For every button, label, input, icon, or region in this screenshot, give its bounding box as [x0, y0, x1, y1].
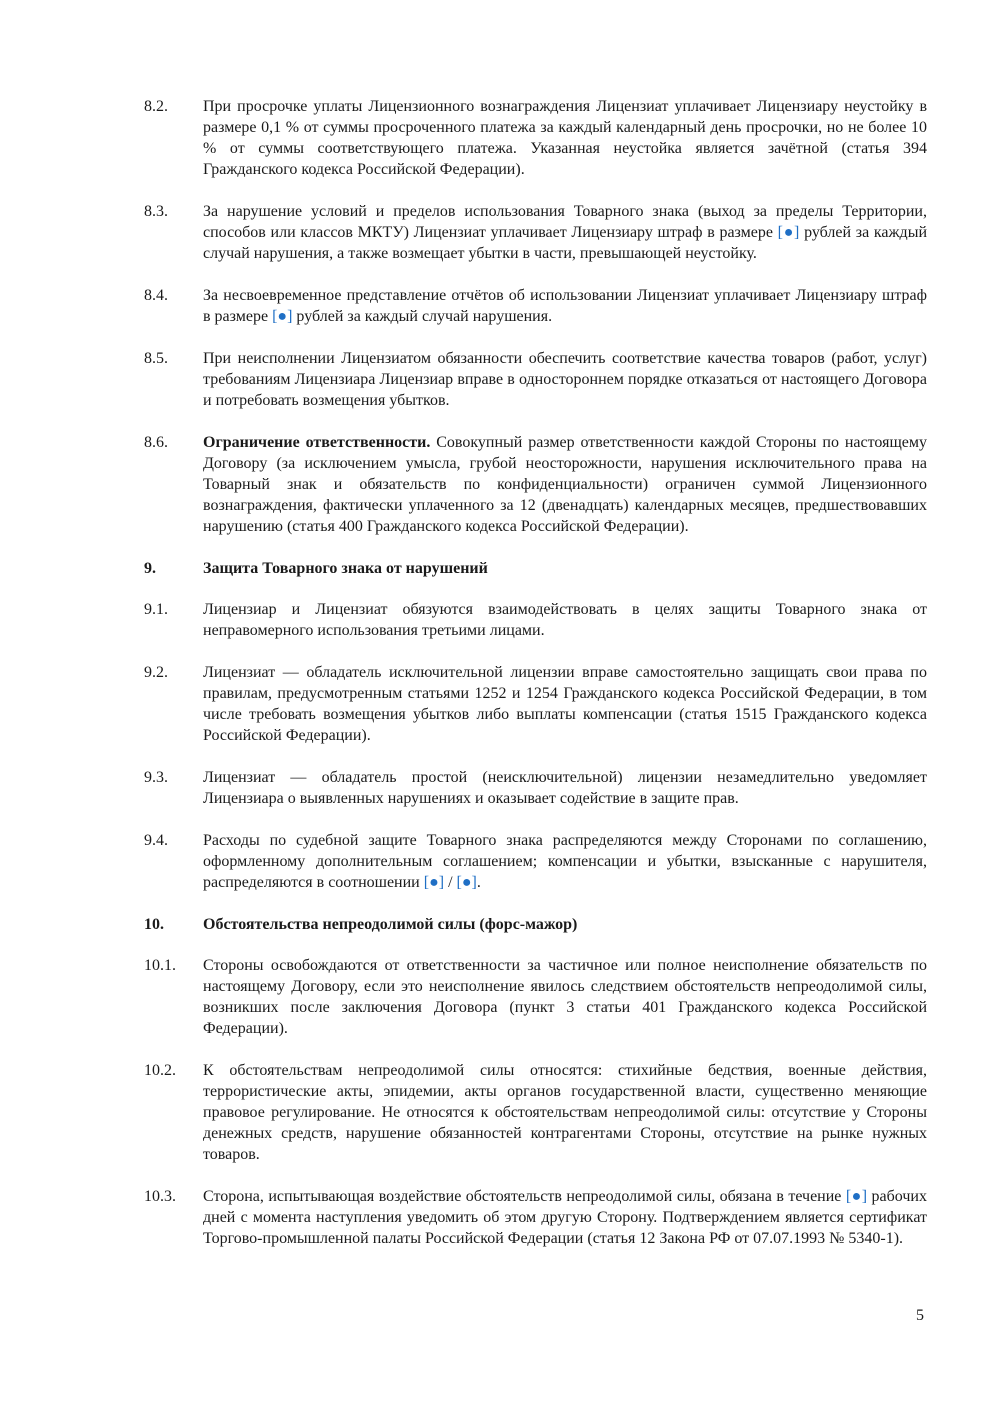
section-title: Обстоятельства непреодолимой силы (форс-мажор) [203, 916, 578, 933]
clause-number: 8.4. [144, 287, 168, 304]
clause-number: 9.2. [144, 664, 168, 681]
clause-number: 8.3. [144, 203, 168, 220]
clause-number: 9.1. [144, 601, 168, 618]
clause-number: 8.2. [144, 98, 168, 115]
clause-number: 9.3. [144, 769, 168, 786]
clause-number: 10.1. [144, 957, 176, 974]
section-number: 10. [144, 916, 164, 933]
section-10-heading [144, 914, 927, 935]
clause-text: Сторона, испытывающая воздействие обстоятельств непреодолимой силы, обязана в течение [●] рабочих дней с момента наступления уведомить об этом другую Сторону. Подтверждением является сертификат Торгово-промышленной палаты Российской Федерации (статья 12 Закона РФ от 07.07.1993 № 5340-1). [203, 1188, 927, 1247]
clause-text: Лицензиат — обладатель простой (неисключительной) лицензии незамедлительно уведомляет Лицензиара о выявленных нарушениях и оказывает содействие в защите прав. [203, 769, 927, 807]
section-title: Защита Товарного знака от нарушений [203, 560, 488, 577]
placeholder-field: [●] [423, 874, 445, 891]
clause-text: Ограничение ответственности. Совокупный размер ответственности каждой Стороны по настоящему Договору (за исключением умысла, грубой неосторожности, нарушения исключительного права на Товарный знак и обязательств по конфиденциальности) ограничен суммой Лицензионного вознаграждения, фактически уплаченного за 12 (двенадцать) календарных месяцев, предшествовавших нарушению (статья 400 Гражданского кодекса Российской Федерации). [203, 434, 928, 535]
clause-text: При неисполнении Лицензиатом обязанности обеспечить соответствие качества товаров (работ, услуг) требованиям Лицензиара Лицензиар вправе в одностороннем порядке отказаться от настоящего Договора и потребовать возмещения убытков. [203, 350, 927, 409]
clause-text: За нарушение условий и пределов использования Товарного знака (выход за пределы Территории, способов или классов МКТУ) Лицензиат уплачивает Лицензиару штраф в размере [●] рублей за каждый случай нарушения, а также возмещает убытки в части, превышающей неустойку. [203, 203, 928, 262]
clause-lead: Ограничение ответственности. [203, 434, 431, 451]
clause-text: К обстоятельствам непреодолимой силы относятся: стихийные бедствия, военные действия, террористические акты, эпидемии, акты органов государственной власти, существенно меняющие правовое регулирование. Не относятся к обстоятельствам непреодолимой силы: отсутствие у Стороны денежных средств, нарушение обязанностей контрагентами Стороны, отсутствие на рынке нужных товаров. [203, 1062, 927, 1163]
placeholder-field: [●] [272, 308, 293, 325]
clause-number: 10.3. [144, 1188, 176, 1205]
clause-text: Расходы по судебной защите Товарного знака распределяются между Сторонами по соглашению, оформленному дополнительным соглашением; компенсации и убытки, взысканные с нарушителя, распределяются в соотношении [●] / [●]. [203, 832, 927, 891]
document-body [144, 96, 927, 1270]
section-number: 9. [144, 560, 156, 577]
clause-8-6 [144, 432, 927, 537]
clause-9-3 [144, 767, 927, 809]
clause-text: Стороны освобождаются от ответственности за частичное или полное неисполнение обязательств по настоящему Договору, если это неисполнение явилось следствием обстоятельств непреодолимой силы, возникших после заключения Договора (пункт 3 статьи 401 Гражданского кодекса Российской Федерации). [203, 957, 927, 1037]
clause-text: Лицензиар и Лицензиат обязуются взаимодействовать в целях защиты Товарного знака от неправомерного использования третьими лицами. [203, 601, 927, 639]
clause-number: 10.2. [144, 1062, 176, 1079]
clause-8-4 [144, 285, 927, 327]
clause-9-1 [144, 599, 927, 641]
clause-number: 9.4. [144, 832, 168, 849]
clause-number: 8.5. [144, 350, 168, 367]
clause-10-2 [144, 1060, 927, 1165]
clause-number: 8.6. [144, 434, 168, 451]
clause-text: Лицензиат — обладатель исключительной лицензии вправе самостоятельно защищать свои права по правилам, предусмотренным статьями 1252 и 1254 Гражданского кодекса Российской Федерации, в том числе требовать возмещения убытков либо выплаты компенсации (статья 1515 Гражданского кодекса Российской Федерации). [203, 664, 927, 744]
clause-10-3 [144, 1186, 927, 1249]
clause-8-3 [144, 201, 927, 264]
clause-8-2 [144, 96, 927, 180]
page-number: 5 [916, 1307, 924, 1324]
placeholder-field: [●] [777, 224, 800, 241]
placeholder-field: [●] [456, 874, 477, 891]
clause-9-2 [144, 662, 927, 746]
clause-9-4 [144, 830, 927, 893]
clause-10-1 [144, 955, 927, 1039]
clause-text: За несвоевременное представление отчётов об использовании Лицензиат уплачивает Лицензиару штраф в размере [●] рублей за каждый случай нарушения. [203, 287, 927, 325]
section-9-heading [144, 558, 927, 579]
placeholder-field: [●] [845, 1188, 868, 1205]
clause-8-5 [144, 348, 927, 411]
clause-text: При просрочке уплаты Лицензионного вознаграждения Лицензиат уплачивает Лицензиару неустойку в размере 0,1 % от суммы просроченного платежа за каждый календарный день просрочки, но не более 10 % от суммы соответствующего платежа. Указанная неустойка является зачётной (статья 394 Гражданского кодекса Российской Федерации). [203, 98, 927, 178]
